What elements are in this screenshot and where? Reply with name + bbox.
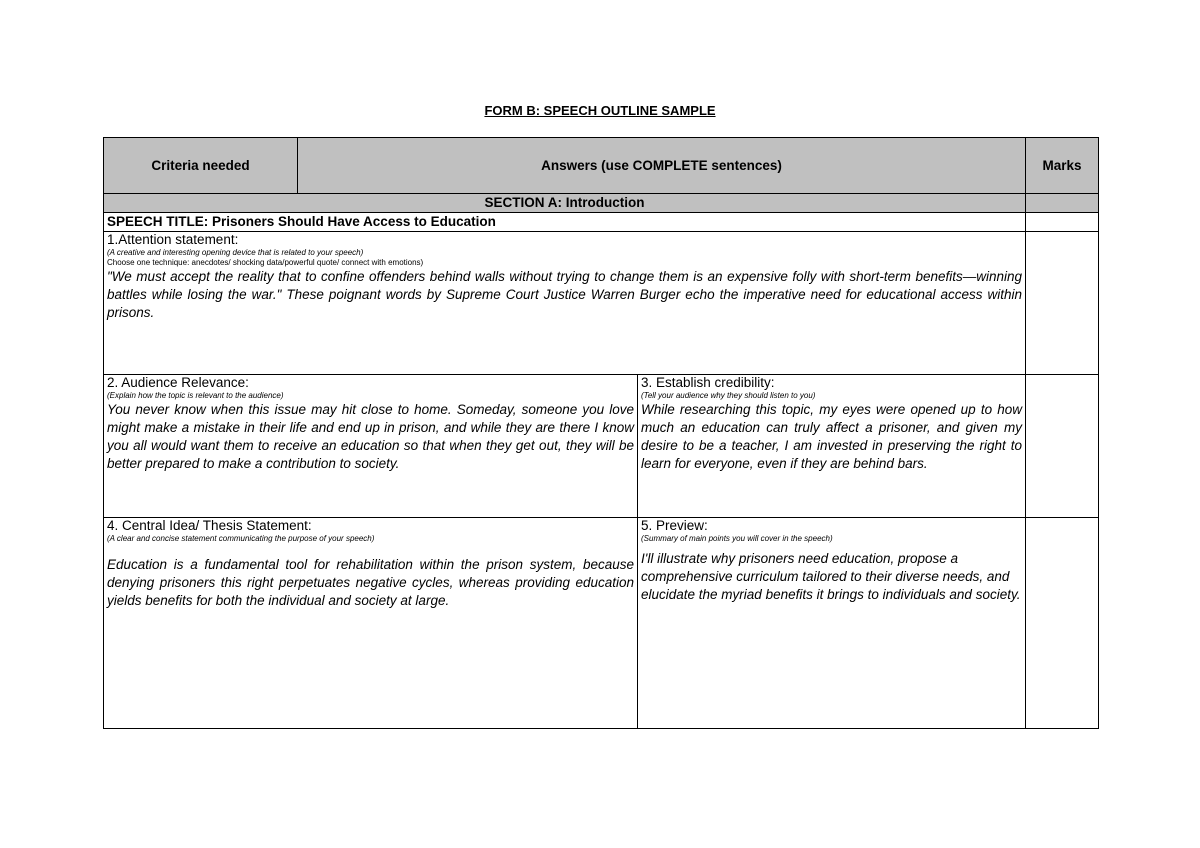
attention-cell	[104, 232, 1026, 375]
section-row	[104, 194, 1099, 213]
marks-header: Marks	[1026, 138, 1099, 194]
audience-marks-cell	[1026, 375, 1099, 518]
preview-label: 5. Preview:	[641, 518, 708, 533]
answers-header: Answers (use COMPLETE sentences)	[298, 138, 1026, 194]
audience-answer: You never know when this issue may hit close to home. Someday, someone you love might make a mistake in their life and end up in prison, and while they are there I know you all would want them to receive an education so that when they get out, they will be better prepared to make a contribution to society.	[107, 402, 634, 471]
thesis-label: 4. Central Idea/ Thesis Statement:	[107, 518, 312, 533]
attention-label: 1.Attention statement:	[107, 232, 239, 247]
speech-outline-table	[103, 137, 1099, 729]
speech-title: SPEECH TITLE: Prisoners Should Have Access to Education	[104, 213, 1026, 232]
criteria-header: Criteria needed	[104, 138, 298, 194]
preview-cell	[638, 518, 1026, 729]
thesis-cell	[104, 518, 638, 729]
thesis-answer: Education is a fundamental tool for rehabilitation within the prison system, because denying prisoners this right perpetuates negative cycles, whereas providing education yields benefits for both the individual and society at large.	[107, 557, 634, 608]
preview-hint: (Summary of main points you will cover in the speech)	[641, 534, 833, 543]
section-a-heading: SECTION A: Introduction	[104, 194, 1026, 213]
credibility-label: 3. Establish credibility:	[641, 375, 775, 390]
audience-cell	[104, 375, 638, 518]
thesis-hint: (A clear and concise statement communicating the purpose of your speech)	[107, 534, 375, 543]
attention-row	[104, 232, 1099, 375]
attention-marks-cell	[1026, 232, 1099, 375]
thesis-spacer	[107, 544, 634, 556]
preview-answer: I'll illustrate why prisoners need education, propose a comprehensive curriculum tailored to their diverse needs, and elucidate the myriad benefits it brings to individuals and society.	[641, 551, 1021, 602]
credibility-hint: (Tell your audience why they should listen to you)	[641, 391, 816, 400]
section-a-marks-cell	[1026, 194, 1099, 213]
attention-hint: (A creative and interesting opening device that is related to your speech)	[107, 248, 364, 257]
form-title: FORM B: SPEECH OUTLINE SAMPLE	[484, 103, 716, 118]
credibility-cell	[638, 375, 1026, 518]
thesis-preview-row	[104, 518, 1099, 729]
thesis-marks-cell	[1026, 518, 1099, 729]
audience-credibility-row	[104, 375, 1099, 518]
speech-title-marks-cell	[1026, 213, 1099, 232]
speech-title-row	[104, 213, 1099, 232]
audience-hint: (Explain how the topic is relevant to the audience)	[107, 391, 284, 400]
credibility-answer: While researching this topic, my eyes were opened up to how much an education can truly affect a prisoner, and given my desire to be a teacher, I am invested in preserving the right to learn for everyone, even if they are behind bars.	[641, 402, 1023, 471]
header-row	[104, 138, 1099, 194]
attention-answer: "We must accept the reality that to confine offenders behind walls without trying to change them is an expensive folly with short-term benefits—winning battles while losing the war." These poignant words by Supreme Court Justice Warren Burger echo the imperative need for educational access within prisons.	[107, 269, 1023, 320]
audience-label: 2. Audience Relevance:	[107, 375, 249, 390]
attention-technique: Choose one technique: anecdotes/ shocking data/powerful quote/ connect with emotions)	[107, 258, 424, 267]
